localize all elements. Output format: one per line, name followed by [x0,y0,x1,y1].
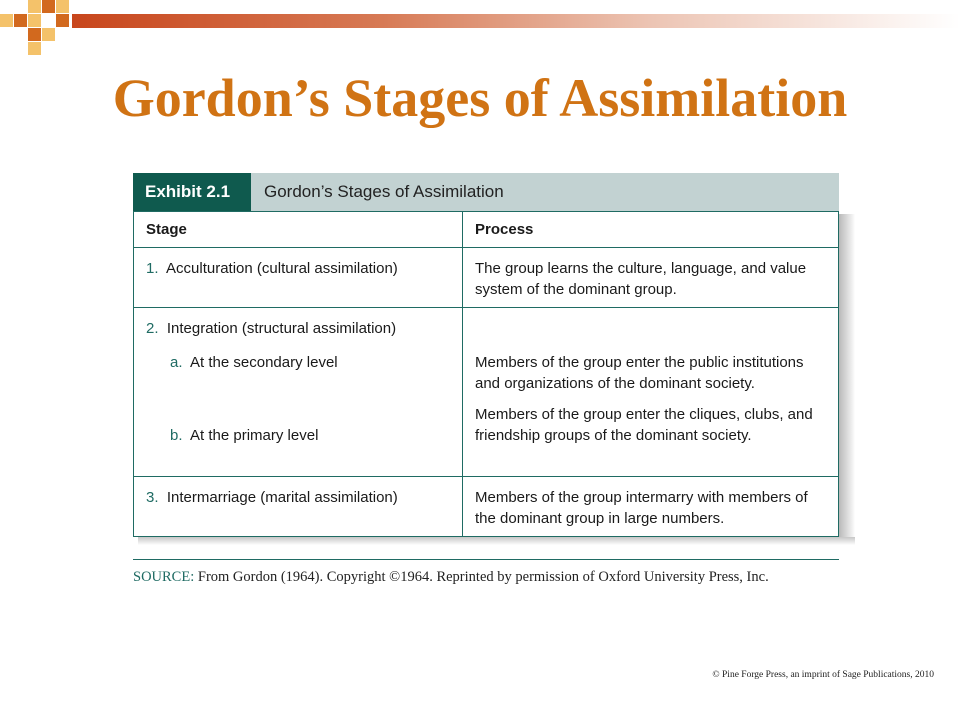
column-header-process: Process [463,212,839,248]
source-label: SOURCE: [133,569,195,585]
decor-square [28,42,41,55]
table-header-row [134,212,839,248]
decor-square [42,28,55,41]
exhibit-number: Exhibit 2.1 [133,173,251,211]
stage-label: Acculturation (cultural assimilation) [166,260,398,277]
decor-square [56,0,69,13]
decor-square [56,14,69,27]
process-text: The group learns the culture, language, and value system of the dominant group. [475,260,807,298]
stage-number: 1. [146,260,159,277]
decor-square [14,14,27,27]
decor-square [28,28,41,41]
process-cell [463,308,839,477]
stage-number: 2. [146,320,159,337]
stages-table [133,211,839,537]
decor-square [28,0,41,13]
decor-square [42,0,55,13]
exhibit-shadow [138,537,855,545]
stage-label: Integration (structural assimilation) [166,320,397,337]
process-text: Members of the group enter the public institutions and organizations of the dominant society. [475,354,804,392]
slide-title: Gordon’s Stages of Assimilation [112,68,848,128]
table-row [134,477,839,537]
substage-letter: a. [170,354,183,371]
exhibit-box [133,173,839,537]
process-text: Members of the group enter the cliques, clubs, and friendship groups of the dominant society. [475,406,813,444]
source-note [133,569,893,586]
source-text: From Gordon (1964). Copyright ©1964. Reprinted by permission of Oxford University Press, Inc. [197,569,769,585]
column-header-stage: Stage [134,212,463,248]
process-cell [463,477,839,537]
exhibit-shadow [839,214,855,544]
source-divider [133,559,839,560]
process-text: Members of the group intermarry with members of the dominant group in large numbers. [475,489,808,527]
table-row [134,248,839,308]
stage-cell [134,308,463,477]
substage-label: At the primary level [190,427,319,444]
stage-number: 3. [146,489,159,506]
substage-label: At the secondary level [190,354,338,371]
table-row [134,308,839,477]
exhibit-header [133,173,839,211]
process-cell [463,248,839,308]
stage-cell [134,248,463,308]
title-accent-bar [72,14,960,28]
decor-square [0,14,13,27]
stage-cell [134,477,463,537]
decor-square [28,14,41,27]
exhibit-title: Gordon’s Stages of Assimilation [251,173,839,211]
substage-letter: b. [170,427,183,444]
stage-label: Intermarriage (marital assimilation) [166,489,398,506]
copyright-note: © Pine Forge Press, an imprint of Sage Publications, 2010 [712,670,934,680]
